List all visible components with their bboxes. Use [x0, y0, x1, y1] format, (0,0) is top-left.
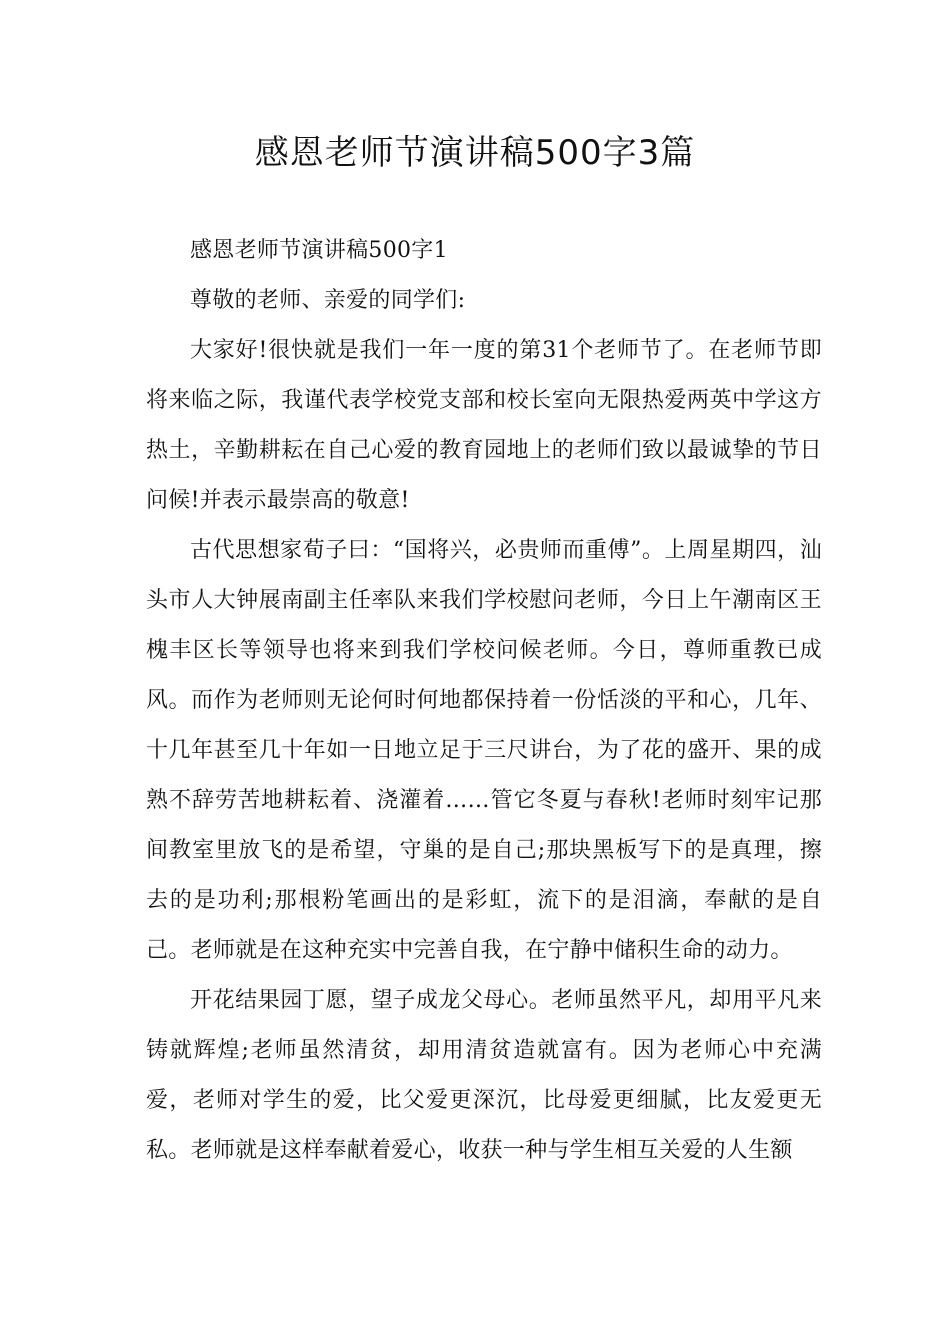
paragraph: 大家好!很快就是我们一年一度的第31个老师节了。在老师节即将来临之际，我谨代表学校党支部和校长室向无限热爱两英中学这方热土，辛勤耕耘在自己心爱的教育园地上的老师们致以最诚挚的节日问候!并表示最崇高的敬意! — [146, 338, 822, 513]
paragraph: 开花结果园丁愿，望子成龙父母心。老师虽然平凡，却用平凡来铸就辉煌;老师虽然清贫，却用清贫造就富有。因为老师心中充满爱，老师对学生的爱，比父爱更深沉，比母爱更细腻，比友爱更无私。老师就是这样奉献着爱心，收获一种与学生相互关爱的人生额 — [146, 988, 822, 1163]
paragraph: 古代思想家荀子曰：“国将兴，必贵师而重傅”。上周星期四，汕头市人大钟展南副主任率队来我们学校慰问老师，今日上午潮南区王槐丰区长等领导也将来到我们学校问候老师。今日，尊师重教已成风。而作为老师则无论何时何地都保持着一份恬淡的平和心，几年、十几年甚至几十年如一日地立足于三尺讲台，为了花的盛开、果的成熟不辞劳苦地耕耘着、浇灌着……管它冬夏与春秋!老师时刻牢记那间教室里放飞的是希望，守巢的是自己;那块黑板写下的是真理，擦去的是功利;那根粉笔画出的是彩虹，流下的是泪滴，奉献的是自己。老师就是在这种充实中完善自我，在宁静中储积生命的动力。 — [146, 538, 822, 963]
section-heading: 感恩老师节演讲稿500字1 — [190, 238, 448, 263]
salutation: 尊敬的老师、亲爱的同学们: — [190, 288, 466, 313]
document-title: 感恩老师节演讲稿500字3篇 — [254, 133, 696, 173]
document-body — [146, 226, 822, 1176]
